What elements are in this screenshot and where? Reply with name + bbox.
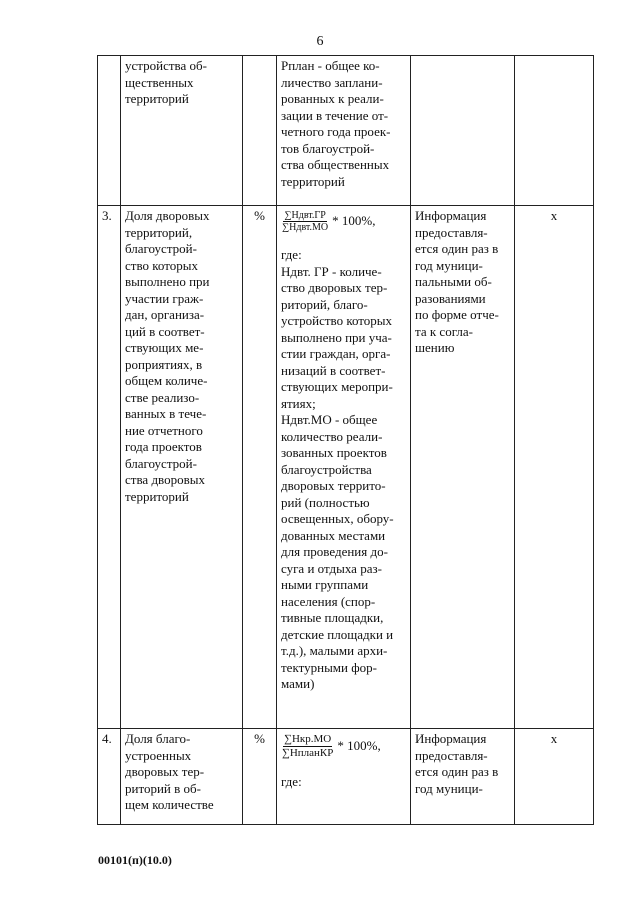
info-source-line: год муници-	[415, 257, 483, 273]
indicator-name-line: территорий,	[125, 224, 193, 240]
formula-description-line: детские площадки и	[281, 626, 394, 642]
indicator-name-cell	[121, 56, 243, 206]
formula-description-line: низаций в соответ-	[281, 362, 386, 378]
indicator-name-line: стве реализо-	[125, 389, 200, 405]
mark-cell	[515, 56, 594, 206]
indicator-name-line: благоустрой-	[125, 455, 197, 471]
mark-x: x	[550, 731, 558, 746]
info-source-line: предоставля-	[415, 747, 488, 763]
formula-description-line: Hдвт.МО - общее	[281, 412, 378, 427]
formula-description-line: выполнено при уча-	[281, 329, 392, 345]
formula-description-line: ства общественных	[281, 157, 390, 172]
unit-label: %	[254, 731, 265, 746]
indicator-name-line: года проектов	[125, 439, 202, 454]
row-number: 4.	[102, 731, 112, 746]
unit-cell	[243, 729, 277, 825]
info-source-cell	[411, 56, 515, 206]
info-source-cell	[411, 206, 515, 729]
formula-fraction	[281, 210, 329, 233]
formula-multiplier: * 100%,	[332, 213, 376, 229]
formula-description-line: суга и отдыха раз-	[281, 560, 382, 576]
formula-description-line: ными группами	[281, 577, 369, 592]
formula-description-line: ствующих меропри-	[281, 379, 393, 394]
formula-description-line: зованных проектов	[281, 445, 387, 460]
indicator-name-line: роприятиях, в	[125, 356, 203, 372]
info-source-line: по форме отче-	[415, 307, 499, 322]
formula-multiplier: * 100%,	[337, 738, 381, 754]
indicator-table	[97, 55, 594, 825]
indicator-name-line: дан, организа-	[125, 307, 205, 322]
indicator-name-line: дворовых тер-	[125, 764, 205, 779]
formula-cell	[277, 729, 411, 825]
formula-numerator: ∑Hкр.МО	[284, 733, 332, 745]
indicator-name-line: ствующих ме-	[125, 340, 204, 355]
mark-x: x	[550, 208, 558, 223]
formula	[281, 733, 406, 760]
indicator-name-line: ций в соответ-	[125, 323, 205, 339]
row-number: 3.	[102, 208, 112, 223]
formula-denominator: ∑HпланКР	[282, 747, 334, 759]
formula-description-line: территорий	[281, 173, 345, 189]
formula-where-label: где:	[281, 774, 302, 789]
info-source-line: ется один раз в	[415, 764, 499, 779]
indicator-name-line: выполнено при	[125, 274, 210, 289]
formula-where-label: где:	[281, 247, 302, 262]
row-number-cell	[98, 206, 121, 729]
table-row	[98, 729, 594, 825]
formula-description-line: мами)	[281, 676, 315, 691]
mark-cell	[515, 729, 594, 825]
formula-description-line: риторий, благо-	[281, 296, 368, 312]
formula-description-line: четного года проек-	[281, 124, 391, 139]
indicator-name-line: ние отчетного	[125, 422, 203, 438]
info-source-line: предоставля-	[415, 224, 488, 240]
indicator-name-cell	[121, 729, 243, 825]
formula-numerator: ∑Hдвт.ГР	[284, 210, 326, 221]
formula-description-line: зации в течение от-	[281, 107, 389, 123]
formula-fraction	[281, 733, 334, 760]
formula-description-line: стии граждан, орга-	[281, 346, 391, 361]
unit-label: %	[254, 208, 265, 223]
formula-description-line: ятиях;	[281, 395, 316, 411]
indicator-name-cell	[121, 206, 243, 729]
table-row	[98, 206, 594, 729]
formula-denominator: ∑Hдвт.МО	[282, 222, 329, 233]
page-number: 6	[316, 34, 324, 49]
indicator-name-line: благоустрой-	[125, 241, 197, 256]
info-source-line: пальными об-	[415, 274, 492, 289]
formula-description-line: личество заплани-	[281, 74, 383, 90]
formula-description-line: рий (полностью	[281, 494, 370, 510]
unit-cell	[243, 56, 277, 206]
indicator-name-line: территорий	[125, 91, 189, 106]
formula-description-line: благоустройства	[281, 461, 372, 477]
formula-description-line: ство дворовых тер-	[281, 280, 388, 295]
info-source-line: ется один раз в	[415, 241, 499, 256]
indicator-name-line: участии граж-	[125, 290, 204, 306]
formula	[281, 210, 406, 233]
formula-description-line: населения (спор-	[281, 593, 376, 609]
formula-description-line: для проведения до-	[281, 544, 388, 559]
formula-description-line: количество реали-	[281, 428, 383, 444]
info-source-line: шению	[415, 340, 455, 355]
indicator-name-line: ство которых	[125, 257, 198, 273]
table-row	[98, 56, 594, 206]
info-source-line: разованиями	[415, 290, 486, 306]
info-source-cell	[411, 729, 515, 825]
formula-description-line: Рплан - общее ко-	[281, 58, 380, 73]
row-number-cell	[98, 56, 121, 206]
formula-description-line: дворовых террито-	[281, 478, 386, 493]
indicator-name-line: территорий	[125, 488, 189, 504]
formula-description-line: устройство которых	[281, 313, 393, 328]
info-source-line: Информация	[415, 731, 487, 746]
formula-description-line: дованных местами	[281, 527, 386, 543]
info-source-line: та к согла-	[415, 323, 473, 339]
formula-description-line: тектурными фор-	[281, 659, 377, 675]
unit-cell	[243, 206, 277, 729]
indicator-name-line: Доля дворовых	[125, 208, 210, 223]
row-number-cell	[98, 729, 121, 825]
indicator-name-line: ванных в тече-	[125, 406, 207, 421]
mark-cell	[515, 206, 594, 729]
formula-cell	[277, 56, 411, 206]
indicator-name-line: устроенных	[125, 747, 192, 763]
indicator-name-line: щественных	[125, 74, 194, 90]
formula-description-line: освещенных, обору-	[281, 511, 394, 526]
formula-cell	[277, 206, 411, 729]
formula-description-line: тов благоустрой-	[281, 140, 375, 156]
formula-description-line: Hдвт. ГР - количе-	[281, 263, 382, 279]
indicator-name-line: ства дворовых	[125, 472, 205, 487]
document-code: 00101(п)(10.0)	[98, 853, 172, 867]
info-source-line: год муници-	[415, 780, 483, 796]
indicator-name-line: щем количестве	[125, 797, 214, 812]
formula-description-line: тивные площадки,	[281, 610, 384, 625]
indicator-name-line: риторий в об-	[125, 780, 201, 796]
formula-description-line: рованных к реали-	[281, 91, 384, 106]
indicator-name-line: устройства об-	[125, 58, 207, 73]
formula-description-line: т.д.), малыми архи-	[281, 643, 388, 658]
indicator-name-line: общем количе-	[125, 373, 208, 388]
info-source-line: Информация	[415, 208, 487, 223]
indicator-name-line: Доля благо-	[125, 731, 191, 746]
